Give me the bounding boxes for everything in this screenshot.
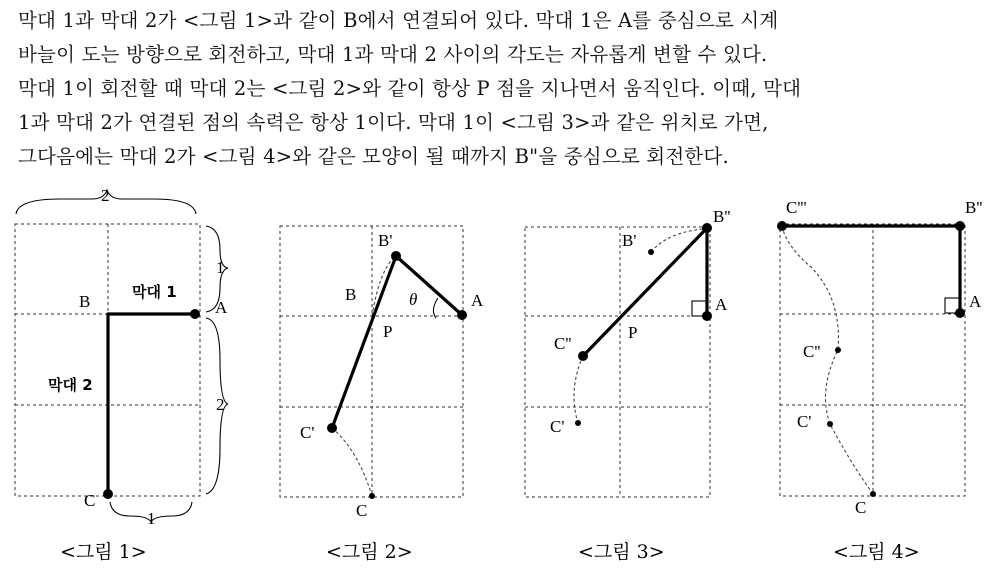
fig3-point-Bp — [648, 249, 654, 255]
fig4-label-Cp: C' — [797, 412, 812, 431]
figure-3 — [525, 207, 730, 563]
fig4-point-Cppp — [777, 221, 787, 231]
fig2-point-Cp — [327, 423, 337, 433]
problem-line-3: 막대 1이 회전할 때 막대 2는 <그림 2>와 같이 항상 P 점을 지나면서 움직인다. 이때, 막대 — [18, 77, 802, 100]
fig1-dim-bottom-label: 1 — [147, 509, 156, 528]
fig3-grid — [525, 227, 710, 497]
problem-line-4: 1과 막대 2가 연결된 점의 속력은 항상 1이다. 막대 1이 <그림 3>과 같은 위치로 가면, — [18, 111, 769, 134]
fig3-point-Cpp — [578, 351, 588, 361]
fig1-point-C — [103, 489, 113, 499]
fig4-point-Cp — [827, 421, 833, 427]
fig3-rod-2 — [583, 228, 707, 356]
fig4-point-Cpp — [835, 347, 841, 353]
problem-line-1: 막대 1과 막대 2가 <그림 1>과 같이 B에서 연결되어 있다. 막대 1은 A를 중심으로 시계 — [18, 9, 779, 32]
fig4-label-Bpp: B'' — [965, 198, 983, 217]
fig1-rod-1-label: 막대 1 — [132, 283, 177, 301]
fig2-label-Cp: C' — [300, 423, 315, 442]
fig2-label-C: C — [356, 501, 368, 520]
fig3-label-Cp: C' — [550, 417, 565, 436]
fig4-label-Cppp: C''' — [786, 198, 807, 217]
fig2-label-theta: θ — [409, 290, 418, 309]
fig4-point-C — [870, 491, 876, 497]
fig4-label-Cpp: C'' — [803, 342, 821, 361]
fig2-label-A: A — [471, 291, 484, 310]
fig1-label-C: C — [84, 491, 96, 510]
fig2-grid — [280, 226, 463, 497]
fig3-label-A: A — [715, 295, 728, 314]
fig2-path-C — [332, 428, 372, 496]
fig3-caption: <그림 3> — [578, 541, 665, 563]
fig2-label-P: P — [383, 322, 393, 341]
fig3-point-A — [702, 311, 712, 321]
fig1-label-B: B — [79, 292, 91, 311]
figure-2 — [280, 226, 484, 563]
fig1-caption: <그림 1> — [60, 541, 147, 563]
fig4-label-A: A — [969, 292, 982, 311]
fig4-point-Bpp — [955, 221, 965, 231]
fig2-theta-arc — [433, 298, 438, 318]
fig2-rod-2 — [332, 256, 396, 428]
fig1-label-A: A — [215, 298, 228, 317]
fig4-path-C — [782, 226, 873, 494]
fig3-path-C — [574, 356, 583, 423]
fig3-label-Cpp: C'' — [554, 334, 572, 353]
figure-4 — [777, 198, 982, 563]
fig3-label-Bpp: B'' — [713, 207, 731, 226]
fig2-label-Bp: B' — [378, 231, 393, 250]
fig4-caption: <그림 4> — [833, 541, 920, 563]
fig2-rod-1 — [396, 256, 462, 315]
fig1-rod-2-label: 막대 2 — [48, 376, 93, 394]
fig3-label-P: P — [628, 323, 638, 342]
fig2-point-A — [457, 310, 467, 320]
problem-line-5: 그다음에는 막대 2가 <그림 4>와 같은 모양이 될 때까지 B"을 중심으로 회전한다. — [18, 145, 729, 168]
fig2-label-B: B — [345, 285, 357, 304]
fig1-dim-top-label: 2 — [101, 186, 110, 205]
fig3-label-Bp: B' — [622, 231, 637, 250]
fig1-point-A — [190, 309, 200, 319]
fig3-point-Cp — [575, 420, 581, 426]
fig2-point-Bp — [391, 251, 401, 261]
problem-line-2: 바늘이 도는 방향으로 회전하고, 막대 1과 막대 2 사이의 각도는 자유롭게 변할 수 있다. — [18, 43, 768, 66]
fig1-dim-right-upper-label: 1 — [216, 258, 225, 277]
fig4-point-A — [955, 308, 965, 318]
fig1-dim-right-lower-label: 2 — [216, 395, 225, 414]
fig2-point-C — [369, 493, 375, 499]
fig2-caption: <그림 2> — [326, 541, 413, 563]
fig3-point-Bpp — [702, 223, 712, 233]
fig4-label-C: C — [855, 498, 867, 517]
figure-1 — [15, 186, 228, 563]
